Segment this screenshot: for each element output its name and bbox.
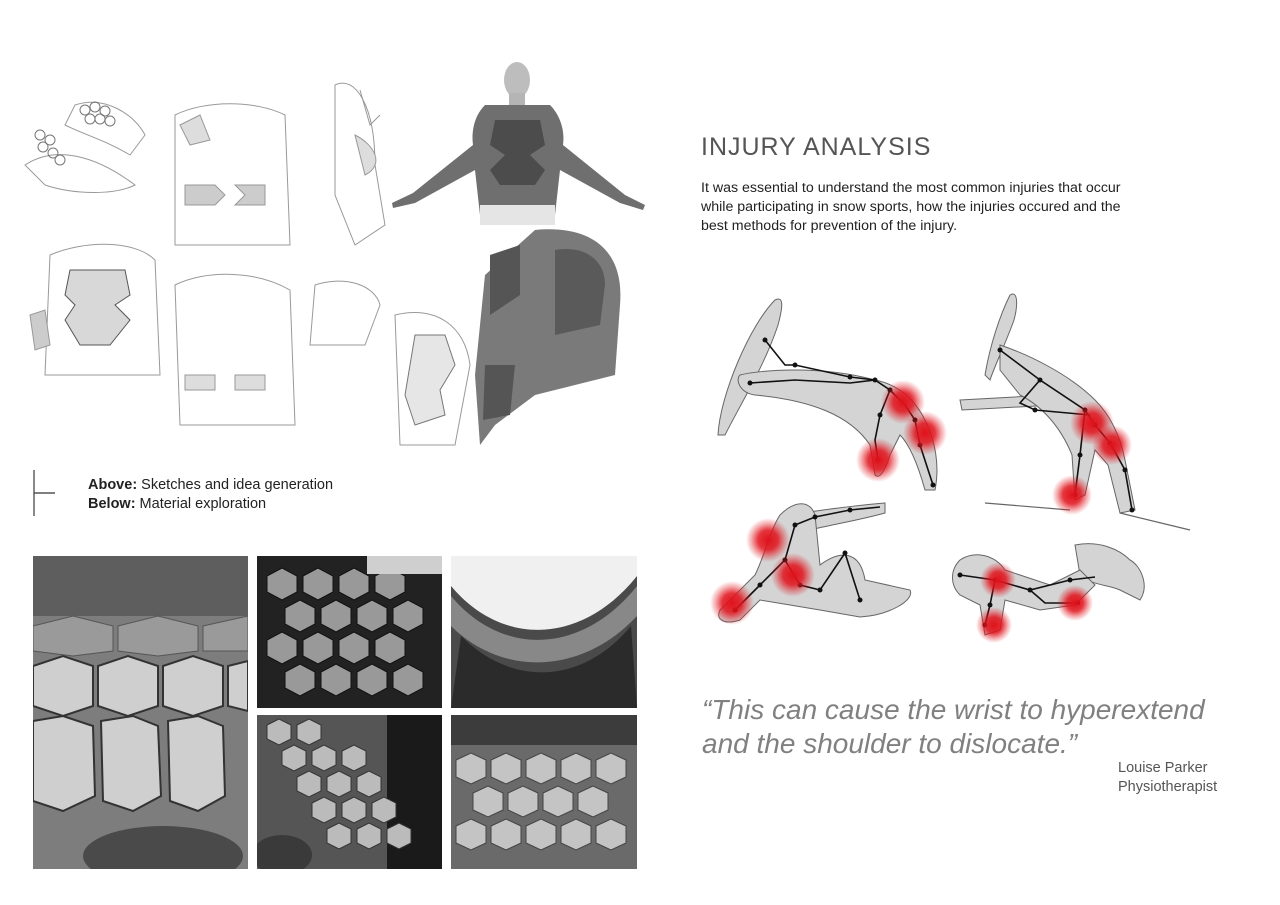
material-photo-1 (33, 556, 248, 869)
material-photo-2 (257, 556, 442, 708)
image-caption (88, 476, 333, 514)
figure-snowboarder-2 (710, 503, 911, 625)
quote-attribution (1118, 759, 1217, 797)
quote-author-role: Physiotherapist (1118, 779, 1218, 795)
pull-quote: “This can cause the wrist to hyperextend and the shoulder to dislocate.” (702, 694, 1205, 759)
render-figure-back (392, 62, 645, 225)
injury-diagram (700, 285, 1220, 650)
caption-below (88, 495, 333, 514)
material-photo-4 (257, 715, 442, 869)
caption-bracket (33, 470, 57, 516)
render-shoulder (475, 229, 620, 445)
figure-snowboarder-3 (953, 544, 1145, 643)
material-photo-3 (451, 556, 637, 708)
caption-above-text: Sketches and idea generation (137, 477, 334, 493)
caption-below-label: Below: (88, 496, 136, 512)
caption-above (88, 476, 333, 495)
figure-snowboarder-1 (718, 299, 947, 490)
section-body: It was essential to understand the most common injuries that occur while participating in snow sports, how the injuries occured and the best methods for prevention of the injury. (701, 180, 1121, 234)
quote-author-name: Louise Parker (1118, 760, 1208, 776)
material-photo-5 (451, 715, 637, 869)
caption-above-label: Above: (88, 477, 138, 493)
injury-figures (700, 285, 1220, 650)
caption-below-text: Material exploration (135, 496, 267, 512)
figure-skier-1 (960, 294, 1190, 530)
sketches-collage (15, 45, 655, 465)
sketches-illustration (15, 45, 655, 465)
section-title: INJURY ANALYSIS (701, 133, 932, 161)
